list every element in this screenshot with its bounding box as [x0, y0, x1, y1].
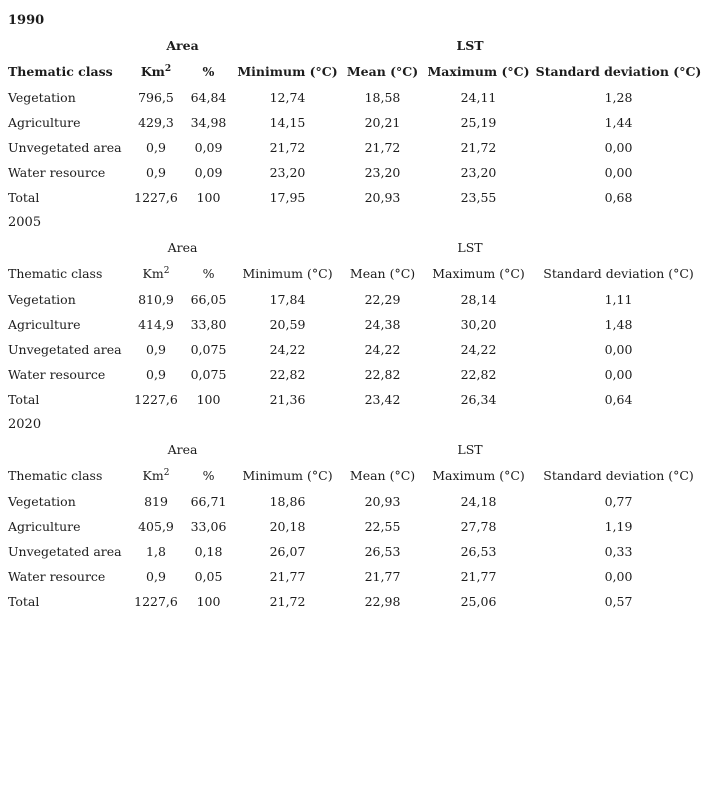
column-header-row — [0, 58, 705, 85]
value-cell: 25,19 — [460, 115, 497, 130]
thematic-class-cell: Unvegetated area — [8, 544, 122, 559]
table-row — [0, 110, 705, 135]
value-cell: 1,44 — [604, 115, 633, 130]
group-header-spacer — [0, 33, 130, 58]
value-cell: 24,11 — [460, 90, 497, 105]
value-cell: 0,00 — [604, 165, 633, 180]
value-cell: 414,9 — [138, 317, 174, 332]
value-cell: 0,00 — [604, 367, 633, 382]
value-cell: 17,95 — [269, 190, 306, 205]
table-row — [0, 135, 705, 160]
thematic-class-cell: Total — [8, 190, 40, 205]
table-row — [0, 589, 705, 614]
value-cell: 23,20 — [269, 165, 306, 180]
value-cell: 1227,6 — [134, 190, 178, 205]
value-cell: 21,77 — [364, 569, 401, 584]
col-header-mean: Mean (°C) — [346, 64, 419, 79]
table-row — [0, 539, 705, 564]
year-label: 2020 — [8, 417, 42, 432]
table-row — [0, 85, 705, 110]
value-cell: 33,06 — [190, 519, 227, 534]
value-cell: 14,15 — [269, 115, 306, 130]
lst-group-header: LST — [457, 240, 483, 255]
value-cell: 1,19 — [604, 519, 633, 534]
value-cell: 21,77 — [460, 569, 497, 584]
col-header-std-deviation: Standard deviation (°C) — [535, 64, 702, 79]
thematic-class-cell: Vegetation — [8, 90, 76, 105]
value-cell: 22,82 — [460, 367, 497, 382]
km2-superscript: 2 — [164, 63, 172, 74]
value-cell: 0,9 — [146, 569, 166, 584]
value-cell: 23,55 — [460, 190, 497, 205]
thematic-class-cell: Water resource — [8, 165, 106, 180]
value-cell: 100 — [196, 392, 221, 407]
value-cell: 1,11 — [604, 292, 633, 307]
lst-group-header: LST — [457, 442, 483, 457]
value-cell: 20,18 — [269, 519, 306, 534]
value-cell: 27,78 — [460, 519, 497, 534]
group-header-row — [0, 235, 705, 260]
value-cell: 0,075 — [190, 367, 227, 382]
km2-superscript: 2 — [163, 265, 170, 276]
table-row — [0, 514, 705, 539]
value-cell: 0,00 — [604, 342, 633, 357]
thematic-class-cell: Vegetation — [8, 292, 76, 307]
value-cell: 21,72 — [364, 140, 401, 155]
col-header-thematic-class: Thematic class — [8, 468, 103, 483]
group-header-row — [0, 33, 705, 58]
value-cell: 0,00 — [604, 140, 633, 155]
value-cell: 1227,6 — [134, 594, 178, 609]
value-cell: 23,20 — [460, 165, 497, 180]
column-header-row — [0, 462, 705, 489]
area-lst-table-2005 — [0, 235, 705, 412]
value-cell: 23,20 — [364, 165, 401, 180]
col-header-percent: % — [202, 64, 215, 79]
table-row — [0, 387, 705, 412]
thematic-class-cell: Vegetation — [8, 494, 76, 509]
value-cell: 0,68 — [604, 190, 633, 205]
col-header-thematic-class: Thematic class — [8, 266, 103, 281]
col-header-percent: % — [202, 266, 215, 281]
value-cell: 0,9 — [146, 165, 166, 180]
group-header-spacer — [0, 437, 130, 462]
col-header-minimum: Minimum (°C) — [237, 64, 338, 79]
lst-group-header: LST — [456, 38, 484, 53]
thematic-class-cell: Total — [8, 594, 40, 609]
col-header-thematic-class: Thematic class — [8, 64, 113, 79]
value-cell: 18,58 — [364, 90, 401, 105]
thematic-class-cell: Total — [8, 392, 40, 407]
value-cell: 23,42 — [364, 392, 401, 407]
value-cell: 20,93 — [364, 494, 401, 509]
value-cell: 17,84 — [269, 292, 306, 307]
thematic-class-cell: Water resource — [8, 569, 106, 584]
value-cell: 0,09 — [194, 140, 223, 155]
value-cell: 26,34 — [460, 392, 497, 407]
value-cell: 429,3 — [138, 115, 174, 130]
year-label: 2005 — [8, 215, 42, 230]
col-header-std-deviation: Standard deviation (°C) — [543, 266, 694, 281]
value-cell: 12,74 — [269, 90, 306, 105]
value-cell: 22,98 — [364, 594, 401, 609]
value-cell: 22,82 — [269, 367, 306, 382]
value-cell: 20,93 — [364, 190, 401, 205]
value-cell: 24,18 — [460, 494, 497, 509]
value-cell: 21,36 — [269, 392, 306, 407]
value-cell: 0,57 — [604, 594, 633, 609]
col-header-mean: Mean (°C) — [349, 468, 416, 483]
value-cell: 28,14 — [460, 292, 497, 307]
value-cell: 405,9 — [138, 519, 174, 534]
value-cell: 819 — [144, 494, 168, 509]
value-cell: 0,64 — [604, 392, 633, 407]
area-group-header: Area — [167, 442, 198, 457]
col-header-std-deviation: Standard deviation (°C) — [543, 468, 694, 483]
value-cell: 24,22 — [460, 342, 497, 357]
value-cell: 25,06 — [460, 594, 497, 609]
area-lst-table-2020 — [0, 437, 705, 614]
value-cell: 21,72 — [269, 594, 306, 609]
column-header-row — [0, 260, 705, 287]
area-group-header: Area — [166, 38, 199, 53]
col-header-maximum: Maximum (°C) — [432, 266, 525, 281]
value-cell: 18,86 — [269, 494, 306, 509]
value-cell: 21,72 — [460, 140, 497, 155]
area-group-header: Area — [167, 240, 198, 255]
table-row — [0, 287, 705, 312]
thematic-class-cell: Unvegetated area — [8, 342, 122, 357]
table-row — [0, 312, 705, 337]
value-cell: 0,075 — [190, 342, 227, 357]
table-row — [0, 362, 705, 387]
value-cell: 24,22 — [364, 342, 401, 357]
value-cell: 26,53 — [364, 544, 401, 559]
table-row — [0, 185, 705, 210]
value-cell: 34,98 — [190, 115, 227, 130]
value-cell: 1,28 — [604, 90, 633, 105]
col-header-minimum: Minimum (°C) — [242, 468, 333, 483]
value-cell: 0,18 — [194, 544, 223, 559]
table-section-2020 — [0, 412, 705, 614]
thematic-class-cell: Agriculture — [8, 317, 81, 332]
value-cell: 0,9 — [146, 140, 166, 155]
group-header-row — [0, 437, 705, 462]
col-header-km2: Km$^2$ — [140, 63, 172, 79]
table-row — [0, 564, 705, 589]
value-cell: 810,9 — [138, 292, 174, 307]
table-row — [0, 489, 705, 514]
col-header-km2: Km$^2$ — [142, 467, 170, 483]
thematic-class-cell: Water resource — [8, 367, 106, 382]
value-cell: 24,22 — [269, 342, 306, 357]
table-section-2005 — [0, 210, 705, 412]
thematic-class-cell: Unvegetated area — [8, 140, 122, 155]
value-cell: 20,21 — [364, 115, 401, 130]
value-cell: 20,59 — [269, 317, 306, 332]
year-label: 1990 — [8, 13, 45, 28]
value-cell: 22,82 — [364, 367, 401, 382]
value-cell: 26,53 — [460, 544, 497, 559]
col-header-percent: % — [202, 468, 215, 483]
value-cell: 0,9 — [146, 342, 166, 357]
value-cell: 100 — [196, 594, 221, 609]
value-cell: 0,05 — [194, 569, 223, 584]
table-row — [0, 160, 705, 185]
value-cell: 33,80 — [190, 317, 227, 332]
value-cell: 100 — [196, 190, 221, 205]
value-cell: 1227,6 — [134, 392, 178, 407]
value-cell: 22,29 — [364, 292, 401, 307]
area-lst-table-1990 — [0, 33, 705, 210]
value-cell: 0,77 — [604, 494, 633, 509]
col-header-maximum: Maximum (°C) — [432, 468, 525, 483]
value-cell: 64,84 — [190, 90, 227, 105]
value-cell: 22,55 — [364, 519, 401, 534]
value-cell: 0,09 — [194, 165, 223, 180]
value-cell: 26,07 — [269, 544, 306, 559]
table-section-1990 — [0, 8, 705, 210]
value-cell: 66,05 — [190, 292, 227, 307]
value-cell: 30,20 — [460, 317, 497, 332]
value-cell: 21,72 — [269, 140, 306, 155]
thematic-class-cell: Agriculture — [8, 519, 81, 534]
km2-superscript: 2 — [163, 467, 170, 478]
value-cell: 21,77 — [269, 569, 306, 584]
value-cell: 1,48 — [604, 317, 633, 332]
value-cell: 0,9 — [146, 367, 166, 382]
value-cell: 66,71 — [190, 494, 227, 509]
col-header-km2: Km$^2$ — [142, 265, 170, 281]
table-row — [0, 337, 705, 362]
col-header-minimum: Minimum (°C) — [242, 266, 333, 281]
thematic-class-cell: Agriculture — [8, 115, 81, 130]
col-header-mean: Mean (°C) — [349, 266, 416, 281]
value-cell: 796,5 — [138, 90, 174, 105]
value-cell: 0,00 — [604, 569, 633, 584]
value-cell: 24,38 — [364, 317, 401, 332]
group-header-spacer — [0, 235, 130, 260]
col-header-maximum: Maximum (°C) — [427, 64, 530, 79]
value-cell: 0,33 — [604, 544, 633, 559]
value-cell: 1,8 — [146, 544, 166, 559]
